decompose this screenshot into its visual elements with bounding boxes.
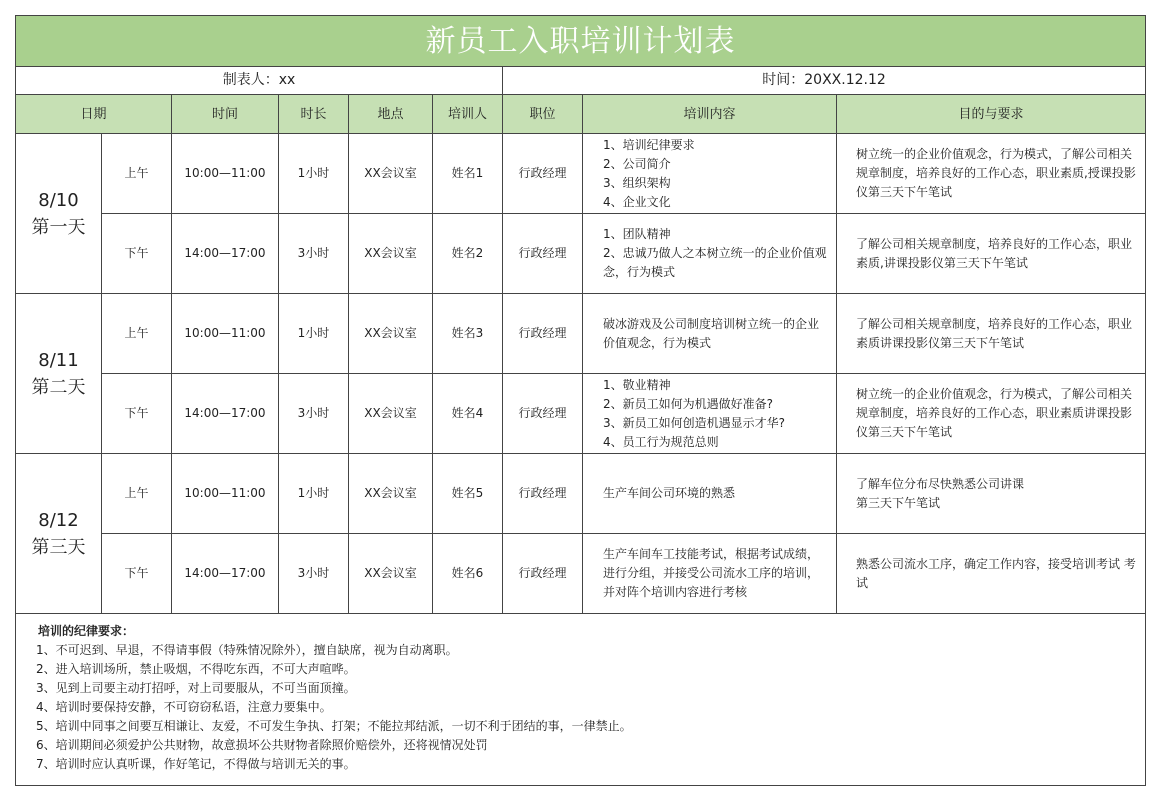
table-row: [16, 214, 1146, 294]
trainer-cell: 姓名4: [433, 374, 503, 454]
trainer-cell: 姓名3: [433, 294, 503, 374]
notes-item: 1、不可迟到、早退，不得请事假（特殊情况除外），擅自缺席，视为自动离职。: [36, 643, 458, 657]
table-row: [16, 534, 1146, 614]
day-label: 第三天: [31, 536, 86, 558]
duration-cell: 3小时: [279, 214, 349, 294]
period-cell: 下午: [102, 374, 172, 454]
maker-field: 制表人：xx: [16, 67, 503, 95]
table-row: [16, 134, 1146, 214]
content-line: 1、培训纪律要求: [603, 137, 695, 152]
goal-line: 了解车位分布尽快熟悉公司讲课: [856, 476, 1025, 491]
content-line: 2、新员工如何为机遇做好准备?: [603, 396, 774, 411]
date-field: 时间：20XX.12.12: [503, 67, 1146, 95]
day-cell: [16, 134, 102, 294]
content-line: 2、公司简介: [603, 156, 671, 171]
content-cell: [583, 214, 837, 294]
training-plan-table: [15, 15, 1146, 786]
time-cell: 14:00—17:00: [172, 534, 279, 614]
content-line: 4、员工行为规范总则: [603, 434, 719, 449]
goal-line: 第三天下午笔试: [856, 495, 941, 510]
day-label: 第二天: [31, 376, 86, 398]
goal-cell: [837, 294, 1146, 374]
content-cell: [583, 454, 837, 534]
position-cell: 行政经理: [503, 374, 583, 454]
goal-cell: [837, 374, 1146, 454]
notes-item: 5、培训中同事之间要互相谦让、友爱，不可发生争执、打架；不能拉邦结派，一切不利于团结的事，一律禁止。: [36, 719, 632, 733]
content-cell: [583, 534, 837, 614]
content-line: 1、敬业精神: [603, 377, 671, 392]
duration-cell: 3小时: [279, 534, 349, 614]
header-content: 培训内容: [583, 95, 837, 134]
trainer-cell: 姓名2: [433, 214, 503, 294]
period-cell: 下午: [102, 534, 172, 614]
day-date: 8/10: [38, 189, 79, 211]
goal-line: 熟悉公司流水工序，确定工作内容，接受培训考试 考试: [856, 556, 1136, 590]
content-line: 生产车间公司环境的熟悉: [603, 486, 736, 500]
location-cell: XX会议室: [349, 454, 433, 534]
position-cell: 行政经理: [503, 214, 583, 294]
day-cell: [16, 294, 102, 454]
header-position: 职位: [503, 95, 583, 134]
content-cell: [583, 374, 837, 454]
trainer-cell: 姓名6: [433, 534, 503, 614]
goal-cell: [837, 534, 1146, 614]
location-cell: XX会议室: [349, 214, 433, 294]
header-duration: 时长: [279, 95, 349, 134]
goal-line: 了解公司相关规章制度，培养良好的工作心态，职业素质,讲课投影仪第三天下午笔试: [856, 236, 1133, 270]
page-title: 新员工入职培训计划表: [16, 16, 1146, 67]
day-cell: [16, 454, 102, 614]
header-goal: 目的与要求: [837, 95, 1146, 134]
day-label: 第一天: [31, 216, 86, 238]
time-cell: 10:00—11:00: [172, 454, 279, 534]
time-cell: 10:00—11:00: [172, 294, 279, 374]
content-line: 2、忠诚乃做人之本树立统一的企业价值观念，行为模式: [603, 246, 827, 279]
location-cell: XX会议室: [349, 374, 433, 454]
day-date: 8/11: [38, 349, 79, 371]
duration-cell: 1小时: [279, 454, 349, 534]
goal-line: 树立统一的企业价值观念，行为模式，了解公司相关规章制度，培养良好的工作心态，职业素质,授课投影仪第三天下午笔试: [856, 147, 1136, 199]
period-cell: 上午: [102, 134, 172, 214]
discipline-notes: [16, 614, 1146, 786]
duration-cell: 1小时: [279, 134, 349, 214]
duration-cell: 3小时: [279, 374, 349, 454]
content-cell: [583, 294, 837, 374]
goal-line: 了解公司相关规章制度，培养良好的工作心态，职业素质讲课投影仪第三天下午笔试: [856, 316, 1133, 350]
content-line: 3、组织架构: [603, 175, 671, 190]
time-cell: 10:00—11:00: [172, 134, 279, 214]
time-cell: 14:00—17:00: [172, 214, 279, 294]
location-cell: XX会议室: [349, 134, 433, 214]
content-line: 破冰游戏及公司制度培训树立统一的企业价值观念，行为模式: [603, 316, 820, 350]
notes-item: 7、培训时应认真听课，作好笔记，不得做与培训无关的事。: [36, 757, 356, 771]
header-row: [16, 95, 1146, 134]
period-cell: 上午: [102, 454, 172, 534]
content-line: 1、团队精神: [603, 227, 671, 241]
notes-item: 4、培训时要保持安静，不可窃窃私语，注意力要集中。: [36, 700, 332, 714]
notes-item: 6、培训期间必须爱护公共财物，故意损坏公共财物者除照价赔偿外，还将视情况处罚: [36, 738, 488, 752]
header-date: 日期: [16, 95, 172, 134]
content-line: 4、企业文化: [603, 194, 671, 209]
notes-item: 3、见到上司要主动打招呼，对上司要服从，不可当面顶撞。: [36, 681, 356, 695]
trainer-cell: 姓名1: [433, 134, 503, 214]
table-row: [16, 374, 1146, 454]
header-trainer: 培训人: [433, 95, 503, 134]
period-cell: 下午: [102, 214, 172, 294]
notes-title: 培训的纪律要求：: [38, 624, 135, 638]
goal-cell: [837, 454, 1146, 534]
table-row: [16, 454, 1146, 534]
position-cell: 行政经理: [503, 534, 583, 614]
position-cell: 行政经理: [503, 454, 583, 534]
position-cell: 行政经理: [503, 294, 583, 374]
day-date: 8/12: [38, 509, 79, 531]
notes-item: 2、进入培训场所，禁止吸烟，不得吃东西，不可大声喧哗。: [36, 662, 356, 676]
position-cell: 行政经理: [503, 134, 583, 214]
header-location: 地点: [349, 95, 433, 134]
time-cell: 14:00—17:00: [172, 374, 279, 454]
table-row: [16, 294, 1146, 374]
location-cell: XX会议室: [349, 294, 433, 374]
header-time: 时间: [172, 95, 279, 134]
location-cell: XX会议室: [349, 534, 433, 614]
content-line: 生产车间车工技能考试，根据考试成绩，进行分组，并接受公司流水工序的培训，并对阵个培训内容进行考核: [603, 547, 820, 599]
trainer-cell: 姓名5: [433, 454, 503, 534]
content-cell: [583, 134, 837, 214]
content-line: 3、新员工如何创造机遇显示才华?: [603, 415, 786, 430]
goal-cell: [837, 214, 1146, 294]
duration-cell: 1小时: [279, 294, 349, 374]
period-cell: 上午: [102, 294, 172, 374]
goal-cell: [837, 134, 1146, 214]
goal-line: 树立统一的企业价值观念，行为模式，了解公司相关规章制度，培养良好的工作心态，职业素质讲课投影仪第三天下午笔试: [856, 387, 1133, 439]
